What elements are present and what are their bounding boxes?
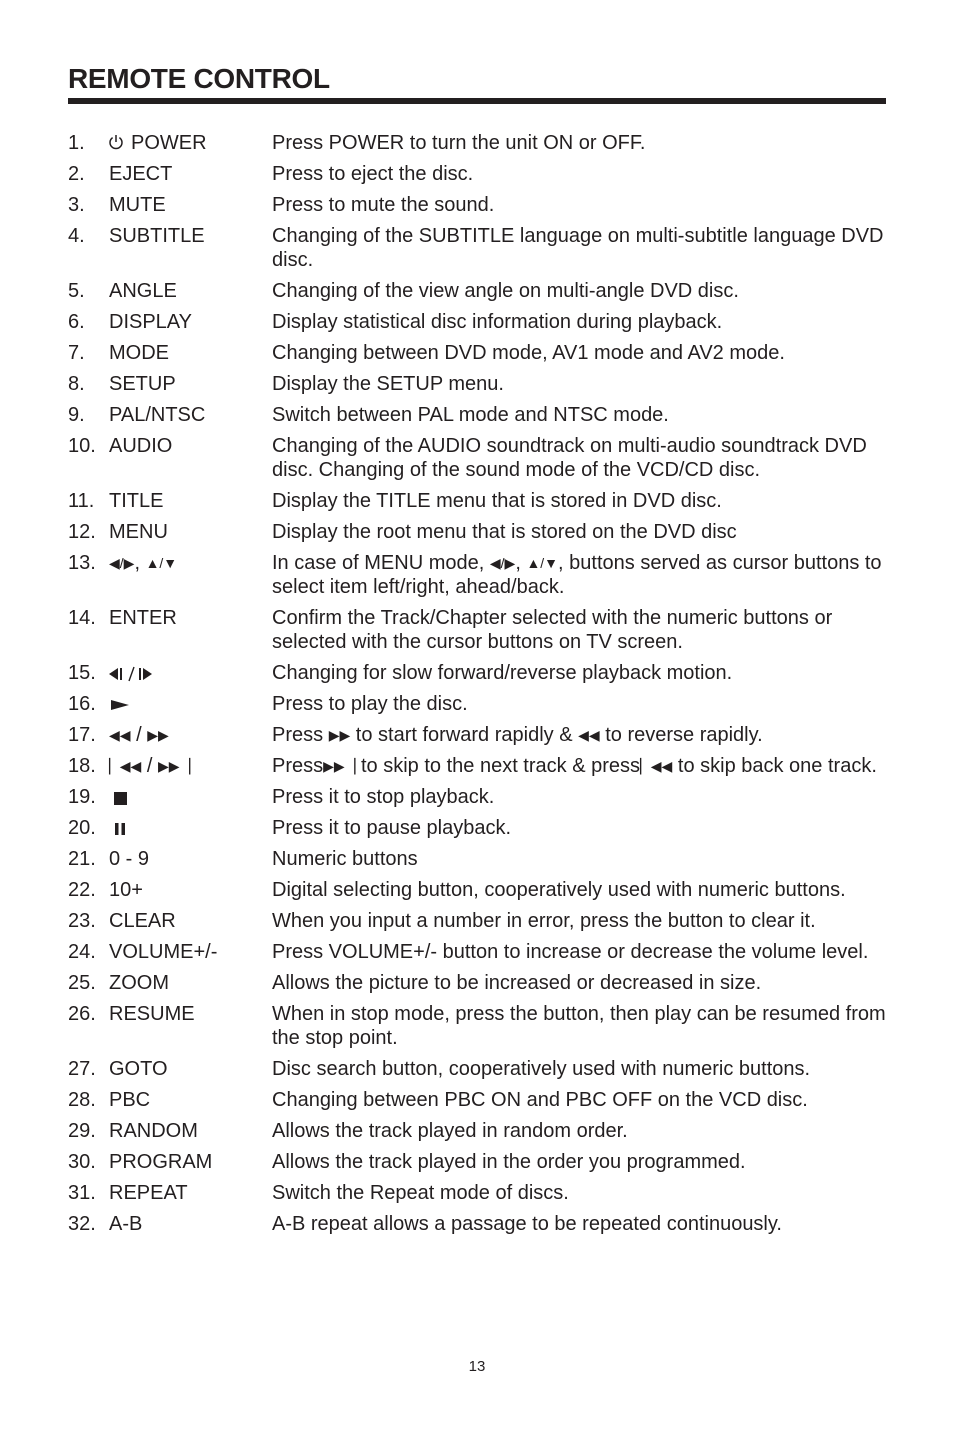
item-label: CLEAR (109, 910, 176, 932)
list-item (68, 1119, 888, 1143)
list-item (68, 878, 888, 902)
item-number: 26. (68, 1003, 96, 1025)
list-item (68, 131, 888, 155)
item-label: MODE (109, 342, 169, 364)
item-description: Digital selecting button, cooperatively used with numeric buttons. (272, 879, 846, 901)
item-number: 7. (68, 342, 85, 364)
list-item (68, 661, 888, 685)
item-number: 4. (68, 225, 85, 247)
item-description: Changing between DVD mode, AV1 mode and AV2 mode. (272, 342, 785, 364)
play-icon (109, 697, 131, 713)
title-rule (68, 98, 886, 104)
list-item (68, 1212, 888, 1236)
item-number: 25. (68, 972, 96, 994)
item-description: Press to eject the disc. (272, 163, 474, 185)
item-key (109, 131, 272, 155)
list-item (68, 754, 888, 778)
list-item (68, 723, 888, 747)
skip-back-icon: ▏◀◀ (640, 758, 673, 774)
list-item (68, 692, 888, 716)
list-item (68, 193, 888, 217)
item-number: 12. (68, 521, 96, 543)
item-label: ENTER (109, 607, 177, 629)
skip-next-icon: ▶▶▕ (157, 758, 191, 774)
list-item (68, 1088, 888, 1112)
list-item (68, 940, 888, 964)
list-item (68, 606, 888, 654)
item-description-part: to start forward rapidly & (350, 724, 579, 746)
item-number: 32. (68, 1213, 96, 1235)
item-number: 5. (68, 280, 85, 302)
item-description: Changing of the SUBTITLE language on multi-subtitle language DVD disc. (272, 225, 884, 271)
pause-icon (113, 821, 129, 837)
item-description: Press to play the disc. (272, 693, 468, 715)
item-number: 11. (68, 490, 95, 512)
item-number: 20. (68, 817, 96, 839)
item-label: MUTE (109, 194, 166, 216)
list-item (68, 909, 888, 933)
item-number: 13. (68, 552, 96, 574)
item-key (109, 661, 272, 685)
list-item (68, 1057, 888, 1081)
item-description: Changing between PBC ON and PBC OFF on the VCD disc. (272, 1089, 808, 1111)
item-label: 0 - 9 (109, 848, 150, 870)
list-item (68, 551, 888, 599)
triangle-left-right-icon: ◀/▶ (109, 555, 135, 571)
item-label: RESUME (109, 1003, 195, 1025)
item-label: PAL/NTSC (109, 404, 206, 426)
power-icon (107, 133, 125, 151)
item-label: ANGLE (109, 280, 177, 302)
item-description: A-B repeat allows a passage to be repeated continuously. (272, 1213, 782, 1235)
item-label: SUBTITLE (109, 225, 205, 247)
item-label: EJECT (109, 163, 173, 185)
list-item (68, 1150, 888, 1174)
item-description: Allows the picture to be increased or decreased in size. (272, 972, 762, 994)
list-item (68, 341, 888, 365)
item-description-part: Press (272, 755, 324, 777)
item-description: Changing of the view angle on multi-angle DVD disc. (272, 280, 739, 302)
item-key: ◀/▶, ▲/▼ (109, 552, 178, 574)
item-description-part: In case of MENU mode, (272, 552, 490, 574)
item-label: DISPLAY (109, 311, 192, 333)
item-key: ▏◀◀ / ▶▶▕ (109, 755, 191, 777)
item-number: 24. (68, 941, 96, 963)
item-description: Display statistical disc information during playback. (272, 311, 723, 333)
item-description-part: Press (272, 724, 329, 746)
stop-icon (113, 790, 129, 806)
list-item (68, 162, 888, 186)
list-item (68, 310, 888, 334)
item-description: Press to mute the sound. (272, 194, 495, 216)
page-number: 13 (468, 1358, 486, 1375)
item-description: Switch the Repeat mode of discs. (272, 1182, 569, 1204)
page-title: REMOTE CONTROL (68, 63, 330, 94)
slow-reverse-forward-icon (109, 666, 159, 682)
item-number: 16. (68, 693, 96, 715)
item-number: 15. (68, 662, 96, 684)
item-number: 29. (68, 1120, 96, 1142)
item-description: Press VOLUME+/- button to increase or decrease the volume level. (272, 941, 869, 963)
list-item (68, 489, 888, 513)
item-number: 6. (68, 311, 85, 333)
item-number: 28. (68, 1089, 96, 1111)
item-label: PBC (109, 1089, 151, 1111)
item-description: Allows the track played in random order. (272, 1120, 628, 1142)
item-label: SETUP (109, 373, 176, 395)
list-item (68, 816, 888, 840)
item-description: When in stop mode, press the button, then play can be resumed from the stop point. (272, 1003, 886, 1049)
list-item (68, 785, 888, 809)
item-description: Display the SETUP menu. (272, 373, 504, 395)
item-label: AUDIO (109, 435, 173, 457)
item-label: POWER (131, 132, 207, 154)
item-number: 2. (68, 163, 85, 185)
list-item (68, 1181, 888, 1205)
fast-reverse-icon: ◀◀ (109, 727, 131, 743)
item-label: A-B (109, 1213, 143, 1235)
item-number: 9. (68, 404, 85, 426)
item-description (272, 754, 888, 778)
triangle-up-down-icon: ▲/▼ (145, 555, 178, 571)
fast-forward-icon: ▶▶ (147, 727, 169, 743)
item-label: ZOOM (109, 972, 169, 994)
list-item (68, 372, 888, 396)
remote-control-list (68, 131, 888, 1243)
list-item (68, 1002, 888, 1050)
list-item (68, 971, 888, 995)
item-label: GOTO (109, 1058, 168, 1080)
item-description: Press it to stop playback. (272, 786, 495, 808)
list-item (68, 520, 888, 544)
item-description-part: , buttons served as cursor buttons to select item left/right, ahead/back. (272, 552, 882, 598)
item-description: Numeric buttons (272, 848, 418, 870)
item-description: Display the root menu that is stored on the DVD disc (272, 521, 737, 543)
item-description: Allows the track played in the order you programmed. (272, 1151, 746, 1173)
fast-forward-icon: ▶▶ (328, 727, 351, 743)
item-description: Press POWER to turn the unit ON or OFF. (272, 132, 646, 154)
item-label: RANDOM (109, 1120, 198, 1142)
item-description (272, 723, 888, 747)
list-item (68, 847, 888, 871)
triangle-up-down-icon: ▲/▼ (526, 555, 559, 571)
triangle-left-right-icon: ◀/▶ (489, 555, 516, 571)
skip-next-icon: ▶▶▕ (323, 758, 356, 774)
item-label: PROGRAM (109, 1151, 213, 1173)
item-description-part: to skip to the next track & press (355, 755, 641, 777)
item-key (109, 816, 272, 840)
list-item (68, 224, 888, 272)
item-description: Display the TITLE menu that is stored in DVD disc. (272, 490, 722, 512)
item-number: 8. (68, 373, 85, 395)
item-description: When you input a number in error, press the button to clear it. (272, 910, 816, 932)
item-label: VOLUME+/- (109, 941, 218, 963)
item-description: In case of MENU mode, ◀/▶, ▲/▼, buttons served as cursor buttons to select item left/right, ahead/back. (272, 552, 882, 598)
item-label: REPEAT (109, 1182, 188, 1204)
item-number: 14. (68, 607, 96, 629)
item-number: 30. (68, 1151, 96, 1173)
item-number: 19. (68, 786, 96, 808)
item-number: 17. (68, 724, 96, 746)
item-description-part: to reverse rapidly. (599, 724, 763, 746)
item-description: Switch between PAL mode and NTSC mode. (272, 404, 669, 426)
list-item (68, 434, 888, 482)
item-label: TITLE (109, 490, 164, 512)
item-number: 1. (68, 132, 85, 154)
item-label: 10+ (109, 879, 143, 901)
list-item (68, 403, 888, 427)
item-description-part: to skip back one track. (672, 755, 877, 777)
item-number: 21. (68, 848, 96, 870)
item-description: Confirm the Track/Chapter selected with the numeric buttons or selected with the cursor buttons on TV screen. (272, 607, 833, 653)
item-key: ◀◀ / ▶▶ (109, 724, 169, 746)
item-number: 3. (68, 194, 85, 216)
item-label: MENU (109, 521, 168, 543)
item-number: 27. (68, 1058, 96, 1080)
item-key (109, 785, 272, 809)
list-item (68, 279, 888, 303)
item-number: 18. (68, 755, 96, 777)
item-number: 22. (68, 879, 96, 901)
item-number: 10. (68, 435, 96, 457)
item-description: Changing for slow forward/reverse playback motion. (272, 662, 733, 684)
item-description: Disc search button, cooperatively used with numeric buttons. (272, 1058, 811, 1080)
item-number: 23. (68, 910, 96, 932)
item-description: Press it to pause playback. (272, 817, 512, 839)
fast-reverse-icon: ◀◀ (578, 727, 600, 743)
item-description: Changing of the AUDIO soundtrack on multi-audio soundtrack DVD disc. Changing of the sound mode of the VCD/CD disc. (272, 435, 867, 481)
item-key (109, 692, 272, 716)
item-number: 31. (68, 1182, 96, 1204)
skip-back-icon: ▏◀◀ (109, 758, 142, 774)
